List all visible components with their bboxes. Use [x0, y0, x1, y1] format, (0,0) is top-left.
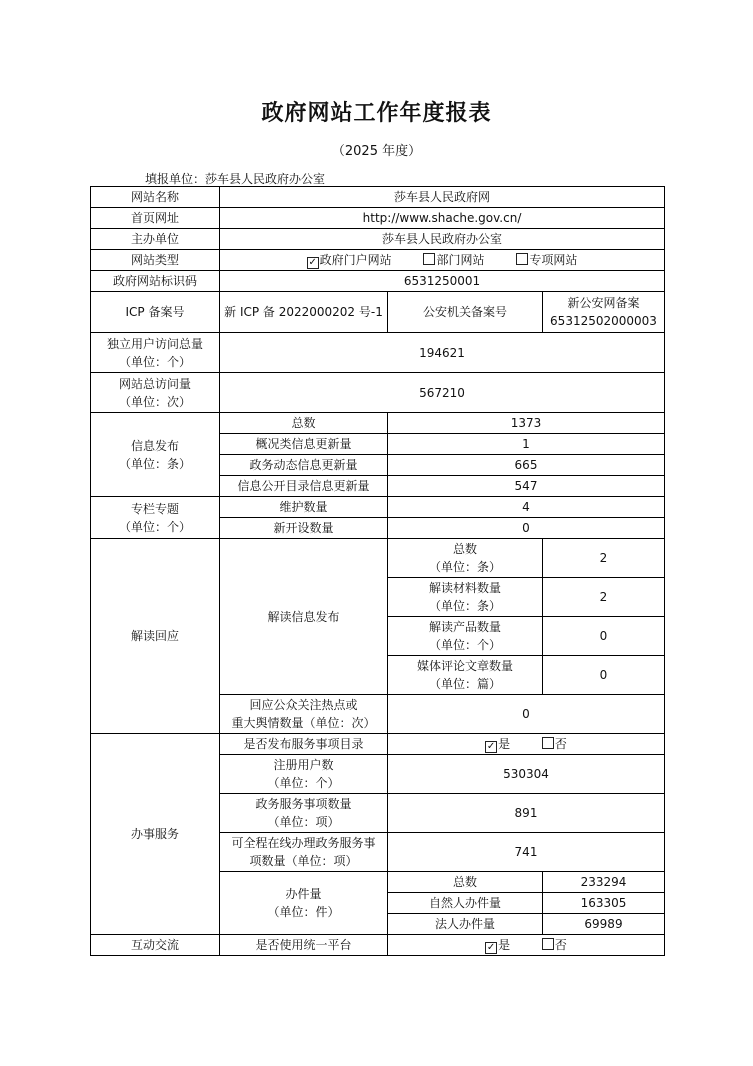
interaction-platform-label: 是否使用统一平台: [220, 935, 388, 956]
table-row: [91, 734, 665, 755]
platform-no-option[interactable]: 否: [542, 936, 567, 954]
report-table: [90, 186, 665, 956]
interp-total-label: 总数 （单位：条）: [388, 539, 543, 578]
platform-yes-option[interactable]: ✓ 是: [486, 938, 511, 953]
services-users-label: 注册用户数 （单位：个）: [220, 755, 388, 794]
site-type-options: [220, 250, 665, 271]
columns-maintain-label: 维护数量: [220, 497, 388, 518]
interaction-options: [388, 935, 665, 956]
site-name-value: 莎车县人民政府网: [220, 187, 665, 208]
volume-legal-value: 69989: [543, 914, 665, 935]
homepage-label: 首页网址: [91, 208, 220, 229]
table-row: [91, 292, 665, 333]
services-catalog-options: [388, 734, 665, 755]
table-row: [91, 250, 665, 271]
checkbox-empty-icon[interactable]: [542, 737, 554, 749]
table-row: [91, 539, 665, 578]
sponsor-value: 莎车县人民政府办公室: [220, 229, 665, 250]
info-total-label: 总数: [220, 413, 388, 434]
interp-material-value: 2: [543, 578, 665, 617]
info-disclosure-label: 信息公开目录信息更新量: [220, 476, 388, 497]
table-row: [91, 497, 665, 518]
interp-material-label: 解读材料数量 （单位：条）: [388, 578, 543, 617]
services-users-value: 530304: [388, 755, 665, 794]
services-catalog-label: 是否发布服务事项目录: [220, 734, 388, 755]
site-type-special[interactable]: 专项网站: [516, 251, 577, 269]
interpretation-label: 解读回应: [91, 539, 220, 734]
interaction-label: 互动交流: [91, 935, 220, 956]
columns-new-value: 0: [388, 518, 665, 539]
table-row: [91, 413, 665, 434]
interp-response-label: 回应公众关注热点或 重大舆情数量（单位：次）: [220, 695, 388, 734]
psb-label: 公安机关备案号: [388, 292, 543, 333]
info-dynamic-label: 政务动态信息更新量: [220, 455, 388, 476]
interp-media-value: 0: [543, 656, 665, 695]
checkbox-checked-icon[interactable]: ✓: [486, 942, 496, 953]
volume-total-label: 总数: [388, 872, 543, 893]
site-type-label: 网站类型: [91, 250, 220, 271]
volume-legal-label: 法人办件量: [388, 914, 543, 935]
table-row: [91, 373, 665, 413]
volume-natural-label: 自然人办件量: [388, 893, 543, 914]
psb-value: 新公安网备案 65312502000003: [543, 292, 665, 333]
services-items-value: 891: [388, 794, 665, 833]
volume-natural-value: 163305: [543, 893, 665, 914]
services-online-value: 741: [388, 833, 665, 872]
interp-media-label: 媒体评论文章数量 （单位：篇）: [388, 656, 543, 695]
services-items-label: 政务服务事项数量 （单位：项）: [220, 794, 388, 833]
sponsor-label: 主办单位: [91, 229, 220, 250]
table-row: [91, 187, 665, 208]
interp-response-value: 0: [388, 695, 665, 734]
icp-value: 新 ICP 备 2022000202 号-1: [220, 292, 388, 333]
checkbox-empty-icon[interactable]: [542, 938, 554, 950]
homepage-value[interactable]: http://www.shache.gov.cn/: [220, 208, 665, 229]
table-row: [91, 229, 665, 250]
services-volume-label: 办件量 （单位：件）: [220, 872, 388, 935]
site-code-label: 政府网站标识码: [91, 271, 220, 292]
interpretation-sub-label: 解读信息发布: [220, 539, 388, 695]
report-year: （2025 年度）: [331, 144, 422, 159]
services-label: 办事服务: [91, 734, 220, 935]
info-dynamic-value: 665: [388, 455, 665, 476]
info-overview-value: 1: [388, 434, 665, 455]
catalog-yes-option[interactable]: ✓ 是: [486, 737, 511, 752]
table-row: [91, 935, 665, 956]
info-release-label: 信息发布 （单位：条）: [91, 413, 220, 497]
columns-label: 专栏专题 （单位：个）: [91, 497, 220, 539]
volume-total-value: 233294: [543, 872, 665, 893]
site-code-value: 6531250001: [220, 271, 665, 292]
unique-visitors-label: 独立用户访问总量 （单位：个）: [91, 333, 220, 373]
info-disclosure-value: 547: [388, 476, 665, 497]
checkbox-checked-icon[interactable]: ✓: [486, 741, 496, 752]
unique-visitors-value: 194621: [220, 333, 665, 373]
table-row: [91, 208, 665, 229]
table-row: [91, 271, 665, 292]
checkbox-empty-icon[interactable]: [516, 253, 528, 265]
columns-maintain-value: 4: [388, 497, 665, 518]
site-type-portal[interactable]: ✓ 政府门户网站: [308, 253, 392, 268]
columns-new-label: 新开设数量: [220, 518, 388, 539]
checkbox-checked-icon[interactable]: ✓: [308, 257, 317, 268]
page-title: 政府网站工作年度报表: [261, 101, 492, 126]
catalog-no-option[interactable]: 否: [542, 735, 567, 753]
icp-label: ICP 备案号: [91, 292, 220, 333]
info-overview-label: 概况类信息更新量: [220, 434, 388, 455]
total-visits-label: 网站总访问量 （单位：次）: [91, 373, 220, 413]
interp-product-label: 解读产品数量 （单位：个）: [388, 617, 543, 656]
interp-product-value: 0: [543, 617, 665, 656]
services-online-label: 可全程在线办理政务服务事 项数量（单位：项）: [220, 833, 388, 872]
interp-total-value: 2: [543, 539, 665, 578]
total-visits-value: 567210: [220, 373, 665, 413]
site-name-label: 网站名称: [91, 187, 220, 208]
filler-unit: 填报单位：莎车县人民政府办公室: [145, 172, 326, 186]
table-row: [91, 333, 665, 373]
checkbox-empty-icon[interactable]: [423, 253, 435, 265]
site-type-department[interactable]: 部门网站: [423, 251, 484, 269]
info-total-value: 1373: [388, 413, 665, 434]
